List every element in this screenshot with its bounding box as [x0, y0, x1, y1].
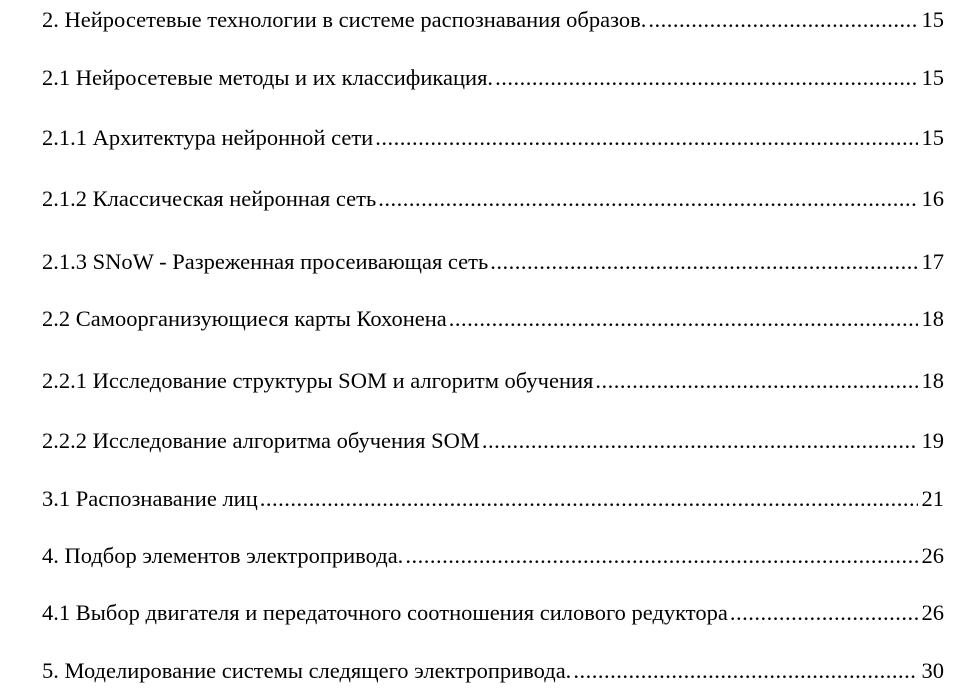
- toc-dot-leader: [378, 184, 918, 214]
- toc-entry-title: 2.1.3 SNoW - Разреженная просеивающая сеть: [42, 249, 489, 274]
- toc-entry[interactable]: [42, 656, 944, 686]
- toc-entry-title: 2.2.2 Исследование алгоритма обучения SOM: [42, 428, 480, 453]
- toc-entry[interactable]: [42, 366, 944, 396]
- toc-entry-page: 15: [921, 7, 944, 32]
- toc-dot-leader: [595, 366, 918, 396]
- toc-dot-leader: [449, 304, 918, 334]
- toc-entry[interactable]: [42, 484, 944, 514]
- toc-dot-leader: [573, 656, 918, 686]
- toc-entry[interactable]: [42, 426, 944, 456]
- toc-entry-title: 2.2 Самоорганизующиеся карты Кохонена: [42, 306, 447, 331]
- toc-entry[interactable]: [42, 541, 944, 571]
- toc-entry[interactable]: [42, 247, 944, 277]
- toc-entry-page: 21: [921, 486, 944, 511]
- toc-dot-leader: [375, 123, 918, 153]
- toc-entry-title: 4. Подбор элементов электропривода.: [42, 543, 404, 568]
- toc-entry[interactable]: [42, 123, 944, 153]
- toc-dot-leader: [648, 5, 918, 35]
- toc-dot-leader: [260, 484, 918, 514]
- toc-entry-page: 15: [921, 65, 944, 90]
- toc-entry-page: 30: [921, 658, 944, 683]
- toc-entry-title: 4.1 Выбор двигателя и передаточного соотношения силового редуктора: [42, 600, 728, 625]
- toc-entry-page: 16: [921, 186, 944, 211]
- toc-entry-title: 2.1 Нейросетевые методы и их классификация.: [42, 65, 494, 90]
- toc-entry-page: 26: [921, 543, 944, 568]
- toc-dot-leader: [482, 426, 918, 456]
- toc-entry-title: 2.2.1 Исследование структуры SOM и алгоритм обучения: [42, 368, 594, 393]
- toc-entry[interactable]: [42, 5, 944, 35]
- toc-entry-page: 17: [921, 249, 944, 274]
- toc-entry-title: 2. Нейросетевые технологии в системе распознавания образов.: [42, 7, 647, 32]
- toc-dot-leader: [490, 247, 918, 277]
- toc-entry[interactable]: [42, 598, 944, 628]
- toc-entry[interactable]: [42, 184, 944, 214]
- toc-dot-leader: [495, 63, 918, 93]
- toc-dot-leader: [730, 598, 918, 628]
- toc-entry-page: 18: [921, 368, 944, 393]
- toc-entry-title: 2.1.1 Архитектура нейронной сети: [42, 125, 374, 150]
- toc-entry-page: 26: [921, 600, 944, 625]
- toc-entry-page: 19: [921, 428, 944, 453]
- toc-entry-title: 3.1 Распознавание лиц: [42, 486, 258, 511]
- toc-entry[interactable]: [42, 304, 944, 334]
- toc-entry-title: 5. Моделирование системы следящего электропривода.: [42, 658, 572, 683]
- toc-entry-title: 2.1.2 Классическая нейронная сеть: [42, 186, 377, 211]
- toc-entry-page: 15: [921, 125, 944, 150]
- toc-entry[interactable]: [42, 63, 944, 93]
- toc-dot-leader: [405, 541, 918, 571]
- toc-entry-page: 18: [921, 306, 944, 331]
